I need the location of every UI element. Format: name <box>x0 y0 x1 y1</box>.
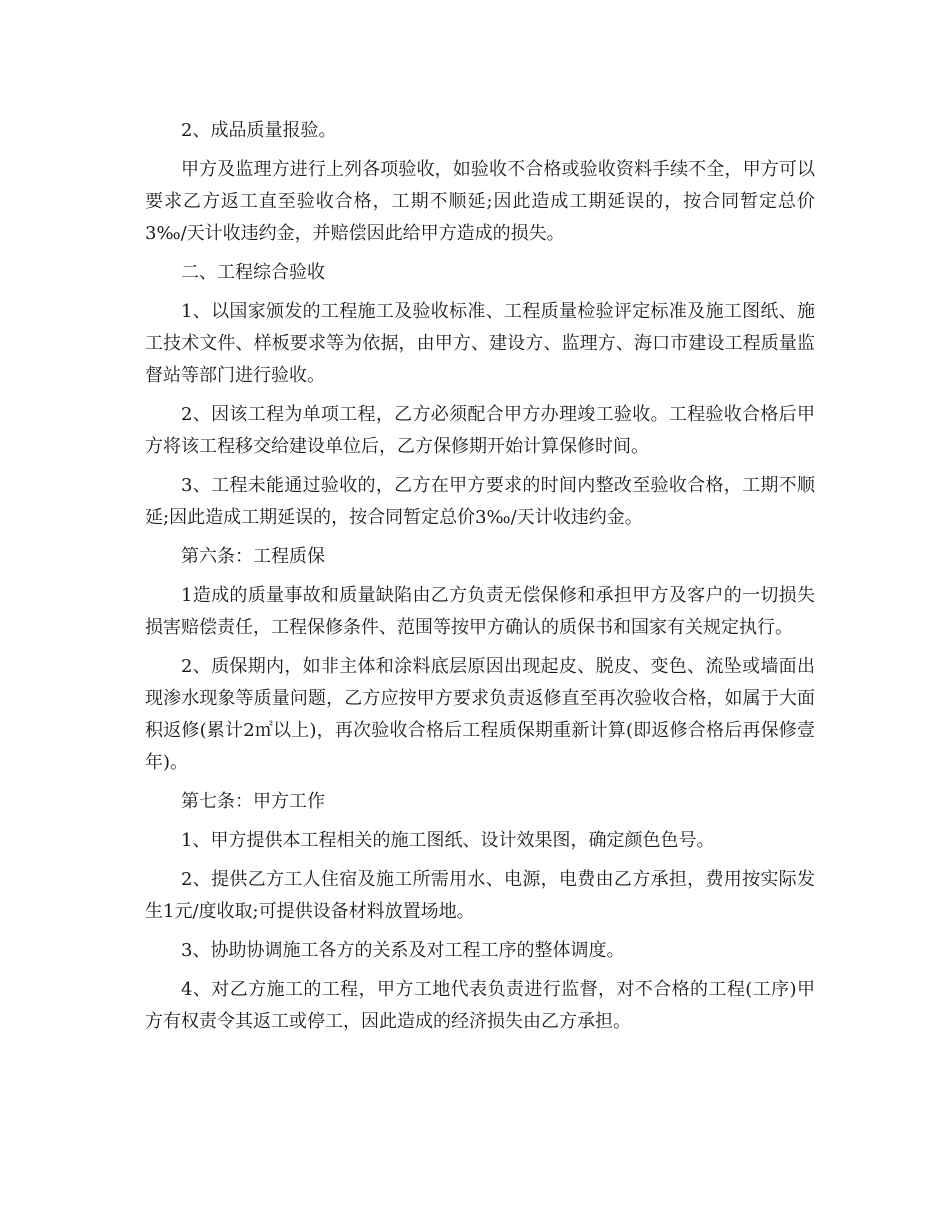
paragraph-acceptance-penalty: 甲方及监理方进行上列各项验收，如验收不合格或验收资料手续不全，甲方可以要求乙方返工直至验收合格，工期不顺延;因此造成工期延误的，按合同暂定总价3‰/天计收违约金，并赔偿因此给甲方造成的损失。 <box>145 159 815 244</box>
paragraph-warranty-repair: 2、质保期内，如非主体和涂料底层原因出现起皮、脱皮、变色、流坠或墙面出现渗水现象等质量问题，乙方应按甲方要求负责返修直至再次验收合格，如属于大面积返修(累计2㎡以上)，再次验收合格后工程质保期重新计算(即返修合格后再保修壹年)。 <box>145 656 815 773</box>
article-heading-warranty: 第六条：工程质保 <box>181 546 325 567</box>
paragraph-party-a-coordination: 3、协助协调施工各方的关系及对工程工序的整体调度。 <box>181 940 625 961</box>
paragraph-party-a-accommodation: 2、提供乙方工人住宿及施工所需用水、电源，电费由乙方承担，费用按实际发生1元/度收取;可提供设备材料放置场地。 <box>145 869 815 922</box>
paragraph-item-2-inspection: 2、成品质量报验。 <box>181 120 337 141</box>
paragraph-party-a-drawings: 1、甲方提供本工程相关的施工图纸、设计效果图，确定颜色色号。 <box>181 830 715 851</box>
paragraph-party-a-supervision: 4、对乙方施工的工程，甲方工地代表负责进行监督，对不合格的工程(工序)甲方有权责令其返工或停工，因此造成的经济损失由乙方承担。 <box>145 979 815 1032</box>
paragraph-failed-acceptance: 3、工程未能通过验收的，乙方在甲方要求的时间内整改至验收合格，工期不顺延;因此造成工期延误的，按合同暂定总价3‰/天计收违约金。 <box>145 475 815 528</box>
paragraph-completion-acceptance: 2、因该工程为单项工程，乙方必须配合甲方办理竣工验收。工程验收合格后甲方将该工程移交给建设单位后，乙方保修期开始计算保修时间。 <box>145 404 815 457</box>
article-heading-party-a-work: 第七条：甲方工作 <box>181 791 325 812</box>
section-heading-comprehensive-acceptance: 二、工程综合验收 <box>181 262 325 283</box>
paragraph-warranty-liability: 1造成的质量事故和质量缺陷由乙方负责无偿保修和承担甲方及客户的一切损失损害赔偿责任，工程保修条件、范围等按甲方确认的质保书和国家有关规定执行。 <box>145 585 815 638</box>
document-body <box>145 115 815 1045</box>
paragraph-acceptance-standards: 1、以国家颁发的工程施工及验收标准、工程质量检验评定标准及施工图纸、施工技术文件、样板要求等为依据，由甲方、建设方、监理方、海口市建设工程质量监督站等部门进行验收。 <box>145 301 815 386</box>
